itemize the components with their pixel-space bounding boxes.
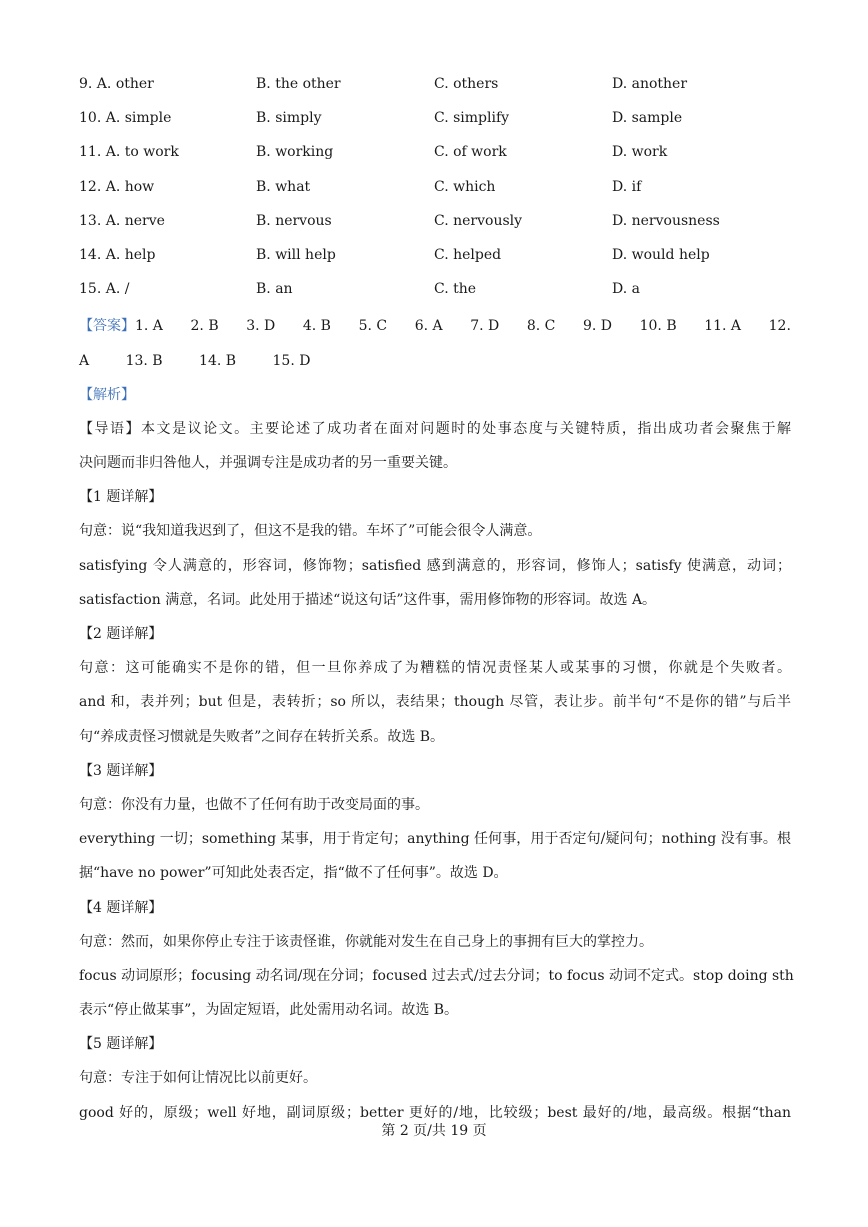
answer-item: 14. B xyxy=(199,352,237,369)
paragraph-line: 句意：这可能确实不是你的错，但一旦你养成了为糟糕的情况责怪某人或某事的习惯，你就是个失败者。 xyxy=(79,660,791,677)
option-c: C. which xyxy=(434,178,496,195)
option-row xyxy=(79,241,791,275)
option-row xyxy=(79,70,791,104)
option-b: B. what xyxy=(256,178,311,195)
paragraph-line: everything 一切；something 某事，用于肯定句；anything 任何事，用于否定句/疑问句；nothing 没有事。根 xyxy=(79,831,791,848)
option-c: C. others xyxy=(434,76,499,92)
option-a: 10. A. simple xyxy=(79,110,172,127)
option-b: B. simply xyxy=(256,110,322,127)
answer-item: 7. D xyxy=(470,318,500,335)
answer-item: 13. B xyxy=(125,352,163,369)
answer-entry xyxy=(79,309,163,343)
option-row xyxy=(79,104,791,138)
option-a: 14. A. help xyxy=(79,246,156,263)
answer-label: 【答案】 xyxy=(79,318,135,335)
section-title: 【3 题详解】 xyxy=(79,762,163,779)
option-d: D. another xyxy=(612,76,688,92)
option-b: B. working xyxy=(256,144,334,161)
option-a: 12. A. how xyxy=(79,178,155,195)
answer-item: 11. A xyxy=(704,318,742,335)
option-d: D. a xyxy=(612,281,640,298)
answer-item: 9. D xyxy=(582,318,613,335)
option-b: B. nervous xyxy=(256,212,332,229)
option-b: B. the other xyxy=(256,76,341,92)
section-title: 【1 题详解】 xyxy=(79,489,163,506)
option-d: D. sample xyxy=(612,110,683,127)
option-a: 9. A. other xyxy=(79,76,154,92)
paragraph-line: 据“have no power”可知此处表否定，指“做不了任何事”。故选 D。 xyxy=(79,865,508,882)
section-title: 【4 题详解】 xyxy=(79,899,163,916)
option-row xyxy=(79,207,791,241)
option-b: B. an xyxy=(256,281,293,298)
option-c: C. simplify xyxy=(434,110,510,127)
answer-item: 1. A xyxy=(135,318,163,335)
option-b: B. will help xyxy=(256,246,336,263)
answer-item: 2. B xyxy=(190,318,219,335)
option-a: 13. A. nerve xyxy=(79,212,165,229)
option-c: C. nervously xyxy=(434,212,523,229)
paragraph-line: focus 动词原形；focusing 动名词/现在分词；focused 过去式/过去分词；to focus 动词不定式。stop doing sth xyxy=(79,967,794,984)
option-d: D. if xyxy=(612,178,642,195)
answer-key-line-2 xyxy=(79,344,791,378)
paragraph-line: good 好的，原级；well 好地，副词原级；better 更好的/地，比较级；best 最好的/地，最高级。根据“than xyxy=(79,1104,791,1121)
option-c: C. of work xyxy=(434,144,507,161)
analysis-label: 【解析】 xyxy=(79,386,135,403)
option-a: 15. A. / xyxy=(79,281,130,298)
option-d: D. nervousness xyxy=(612,212,720,229)
section-title: 【2 题详解】 xyxy=(79,626,163,642)
answer-item: 8. C xyxy=(526,318,556,335)
answer-item: A xyxy=(79,352,90,369)
option-d: D. work xyxy=(612,144,668,161)
answer-item: 15. D xyxy=(272,352,311,369)
option-row xyxy=(79,138,791,172)
paragraph-line: 句意：专注于如何让情况比以前更好。 xyxy=(79,1070,317,1087)
answer-key-line xyxy=(79,309,791,343)
answer-item: 5. C xyxy=(358,318,388,335)
paragraph-line: and 和，表并列；but 但是，表转折；so 所以，表结果；though 尽管，表让步。前半句“不是你的错”与后半 xyxy=(79,694,791,711)
option-row xyxy=(79,275,791,309)
options-list xyxy=(79,70,791,309)
paragraph-line: 表示“停止做某事”，为固定短语，此处需用动名词。故选 B。 xyxy=(79,1002,459,1019)
option-d: D. would help xyxy=(612,246,710,263)
section-title: 【5 题详解】 xyxy=(79,1036,163,1053)
paragraph-line: satisfying 令人满意的，形容词，修饰物；satisfied 感到满意的，形容词，修饰人；satisfy 使满意，动词； xyxy=(79,557,791,574)
document-page xyxy=(79,70,794,1130)
answer-item: 12. xyxy=(768,318,791,335)
option-row xyxy=(79,173,791,207)
answer-item: 4. B xyxy=(302,318,331,335)
intro-line: 决问题而非归咎他人，并强调专注是成功者的另一重要关键。 xyxy=(79,455,457,472)
option-a: 11. A. to work xyxy=(79,144,179,161)
answer-item: 10. B xyxy=(639,318,677,335)
intro-line: 【导语】本文是议论文。主要论述了成功者在面对问题时的处事态度与关键特质，指出成功者会聚焦于解 xyxy=(79,420,791,437)
option-c: C. helped xyxy=(434,246,502,263)
paragraph-line: satisfaction 满意，名词。此处用于描述“说这句话”这件事，需用修饰物的形容词。故选 A。 xyxy=(79,591,657,608)
paragraph-line: 句“养成责怪习惯就是失败者”之间存在转折关系。故选 B。 xyxy=(79,728,445,745)
answer-item: 6. A xyxy=(414,318,443,335)
paragraph-line: 句意：说“我知道我迟到了，但这不是我的错。车坏了”可能会很令人满意。 xyxy=(79,523,542,540)
option-c: C. the xyxy=(434,281,477,298)
paragraph-line: 句意：你没有力量，也做不了任何有助于改变局面的事。 xyxy=(79,796,429,813)
paragraph-line: 句意：然而，如果你停止专注于该责怪谁，你就能对发生在自己身上的事拥有巨大的掌控力。 xyxy=(79,933,653,950)
page-footer: 第 2 页/共 19 页 xyxy=(381,1123,487,1139)
answer-item: 3. D xyxy=(246,318,276,335)
